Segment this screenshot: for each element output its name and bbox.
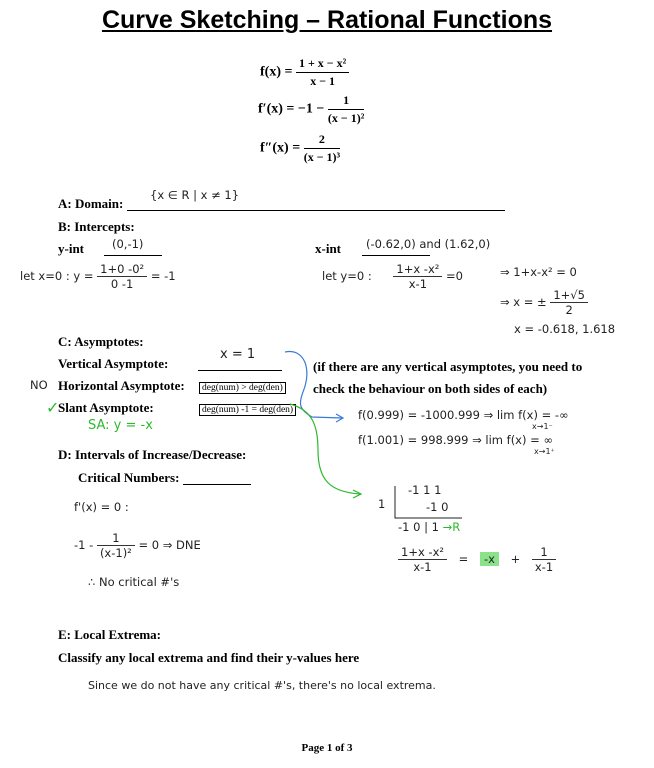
y-intercept-label: y-int — [58, 241, 84, 256]
x-step2-numerator: 1+√5 — [550, 288, 588, 303]
vertical-asymptote-note: (if there are any vertical asymptotes, you need to check the behaviour on both sides of each) — [313, 359, 583, 396]
f1-denominator: (x − 1)² — [327, 111, 365, 125]
domain-label: A: Domain: — [58, 196, 124, 211]
division-result-plus: + — [510, 552, 521, 566]
division-quotient-highlight: -x — [480, 552, 499, 566]
y-work-numerator: 1+0 -0² — [97, 262, 147, 277]
extrema-answer: Since we do not have any critical #'s, there's no local extrema. — [88, 679, 436, 692]
division-result — [398, 545, 556, 574]
division-row2: -1 0 — [426, 500, 449, 514]
x-intercept-step3: x = -0.618, 1.618 — [514, 322, 616, 336]
f-lhs: f(x) = — [260, 64, 293, 80]
y-work-lhs: let x=0 : y = — [20, 269, 94, 283]
critical-work2-numerator: 1 — [97, 531, 135, 546]
division-result-equals: = — [458, 552, 469, 566]
division-divisor: 1 — [378, 497, 386, 511]
domain-answer: {x ∈ R | x ≠ 1} — [150, 188, 240, 202]
f1-lhs: f′(x) = −1 − — [258, 101, 325, 117]
blue-arrow — [285, 352, 342, 418]
extrema-label: E: Local Extrema: — [58, 627, 162, 642]
critical-work2 — [74, 531, 201, 560]
critical-work2-fraction — [97, 531, 135, 560]
division-remainder-label: →R — [442, 520, 461, 534]
slant-asymptote-equation: SA: y = -x — [88, 418, 153, 433]
page-title: Curve Sketching – Rational Functions — [101, 6, 553, 34]
division-remainder-fraction — [532, 545, 556, 574]
y-work-rhs: = -1 — [150, 269, 176, 283]
f2-lhs: f″(x) = — [260, 140, 301, 156]
x-work-rhs: =0 — [446, 269, 463, 283]
intercepts-label: B: Intercepts: — [58, 219, 135, 234]
division-row3 — [398, 520, 460, 534]
horizontal-no-mark: NO — [30, 378, 48, 392]
y-work-denominator: 0 -1 — [110, 277, 134, 291]
asymptotes-label: C: Asymptotes: — [58, 334, 144, 349]
critical-work2-lhs: -1 - — [74, 538, 94, 552]
x-intercept-label: x-int — [315, 241, 341, 256]
x-work-lhs: let y=0 : — [322, 269, 372, 283]
page-number: Page 1 of 3 — [301, 742, 353, 754]
slant-asymptote-label: Slant Asymptote: — [58, 400, 154, 415]
x-step2-lhs: ⇒ x = ± — [500, 295, 547, 309]
f-denominator: x − 1 — [310, 74, 336, 88]
limit-right-subscript: x→1⁺ — [534, 447, 555, 456]
limit-left-subscript: x→1⁻ — [532, 422, 553, 431]
x-work-numerator: 1+x -x² — [393, 262, 442, 277]
f2-numerator: 2 — [304, 132, 340, 149]
intervals-label: D: Intervals of Increase/Decrease: — [58, 447, 247, 462]
division-result-fraction — [398, 545, 447, 574]
slant-check-mark: ✓ — [46, 398, 60, 417]
critical-work1: f'(x) = 0 : — [74, 500, 129, 514]
division-remainder-numerator: 1 — [532, 545, 556, 560]
limit-right-line: f(1.001) = 998.999 ⇒ lim f(x) = ∞ — [358, 433, 553, 447]
x-intercept-step1: ⇒ 1+x-x² = 0 — [500, 265, 577, 279]
division-result-numerator: 1+x -x² — [398, 545, 447, 560]
critical-work2-rhs: = 0 ⇒ DNE — [138, 538, 201, 552]
division-row3-values: -1 0 | 1 — [398, 520, 439, 534]
critical-numbers-label: Critical Numbers: — [78, 470, 180, 485]
division-result-denominator: x-1 — [413, 560, 432, 574]
f2-denominator: (x − 1)³ — [303, 150, 341, 164]
critical-numbers-underline — [183, 484, 251, 485]
f-numerator: 1 + x − x² — [296, 56, 349, 73]
extrema-instruction: Classify any local extrema and find their y-values here — [58, 650, 360, 665]
f1-numerator: 1 — [328, 93, 364, 110]
limit-left-line: f(0.999) = -1000.999 ⇒ lim f(x) = -∞ — [358, 408, 569, 422]
x-intercept-answer: (-0.62,0) and (1.62,0) — [366, 237, 491, 251]
critical-conclusion: ∴ No critical #'s — [88, 575, 180, 589]
critical-work2-denominator: (x-1)² — [99, 546, 132, 560]
horizontal-asymptote-box: deg(num) > deg(den) — [199, 382, 286, 394]
slant-asymptote-box: deg(num) -1 = deg(den) — [199, 404, 296, 416]
vertical-asymptote-answer: x = 1 — [220, 347, 256, 362]
horizontal-asymptote-label: Horizontal Asymptote: — [58, 378, 185, 393]
x-step2-denominator: 2 — [565, 303, 573, 317]
y-intercept-answer: (0,-1) — [112, 237, 144, 251]
vertical-asymptote-label: Vertical Asymptote: — [58, 356, 169, 371]
division-remainder-denominator: x-1 — [534, 560, 554, 574]
x-work-denominator: x-1 — [408, 277, 428, 291]
division-row1: -1 1 1 — [408, 483, 442, 497]
